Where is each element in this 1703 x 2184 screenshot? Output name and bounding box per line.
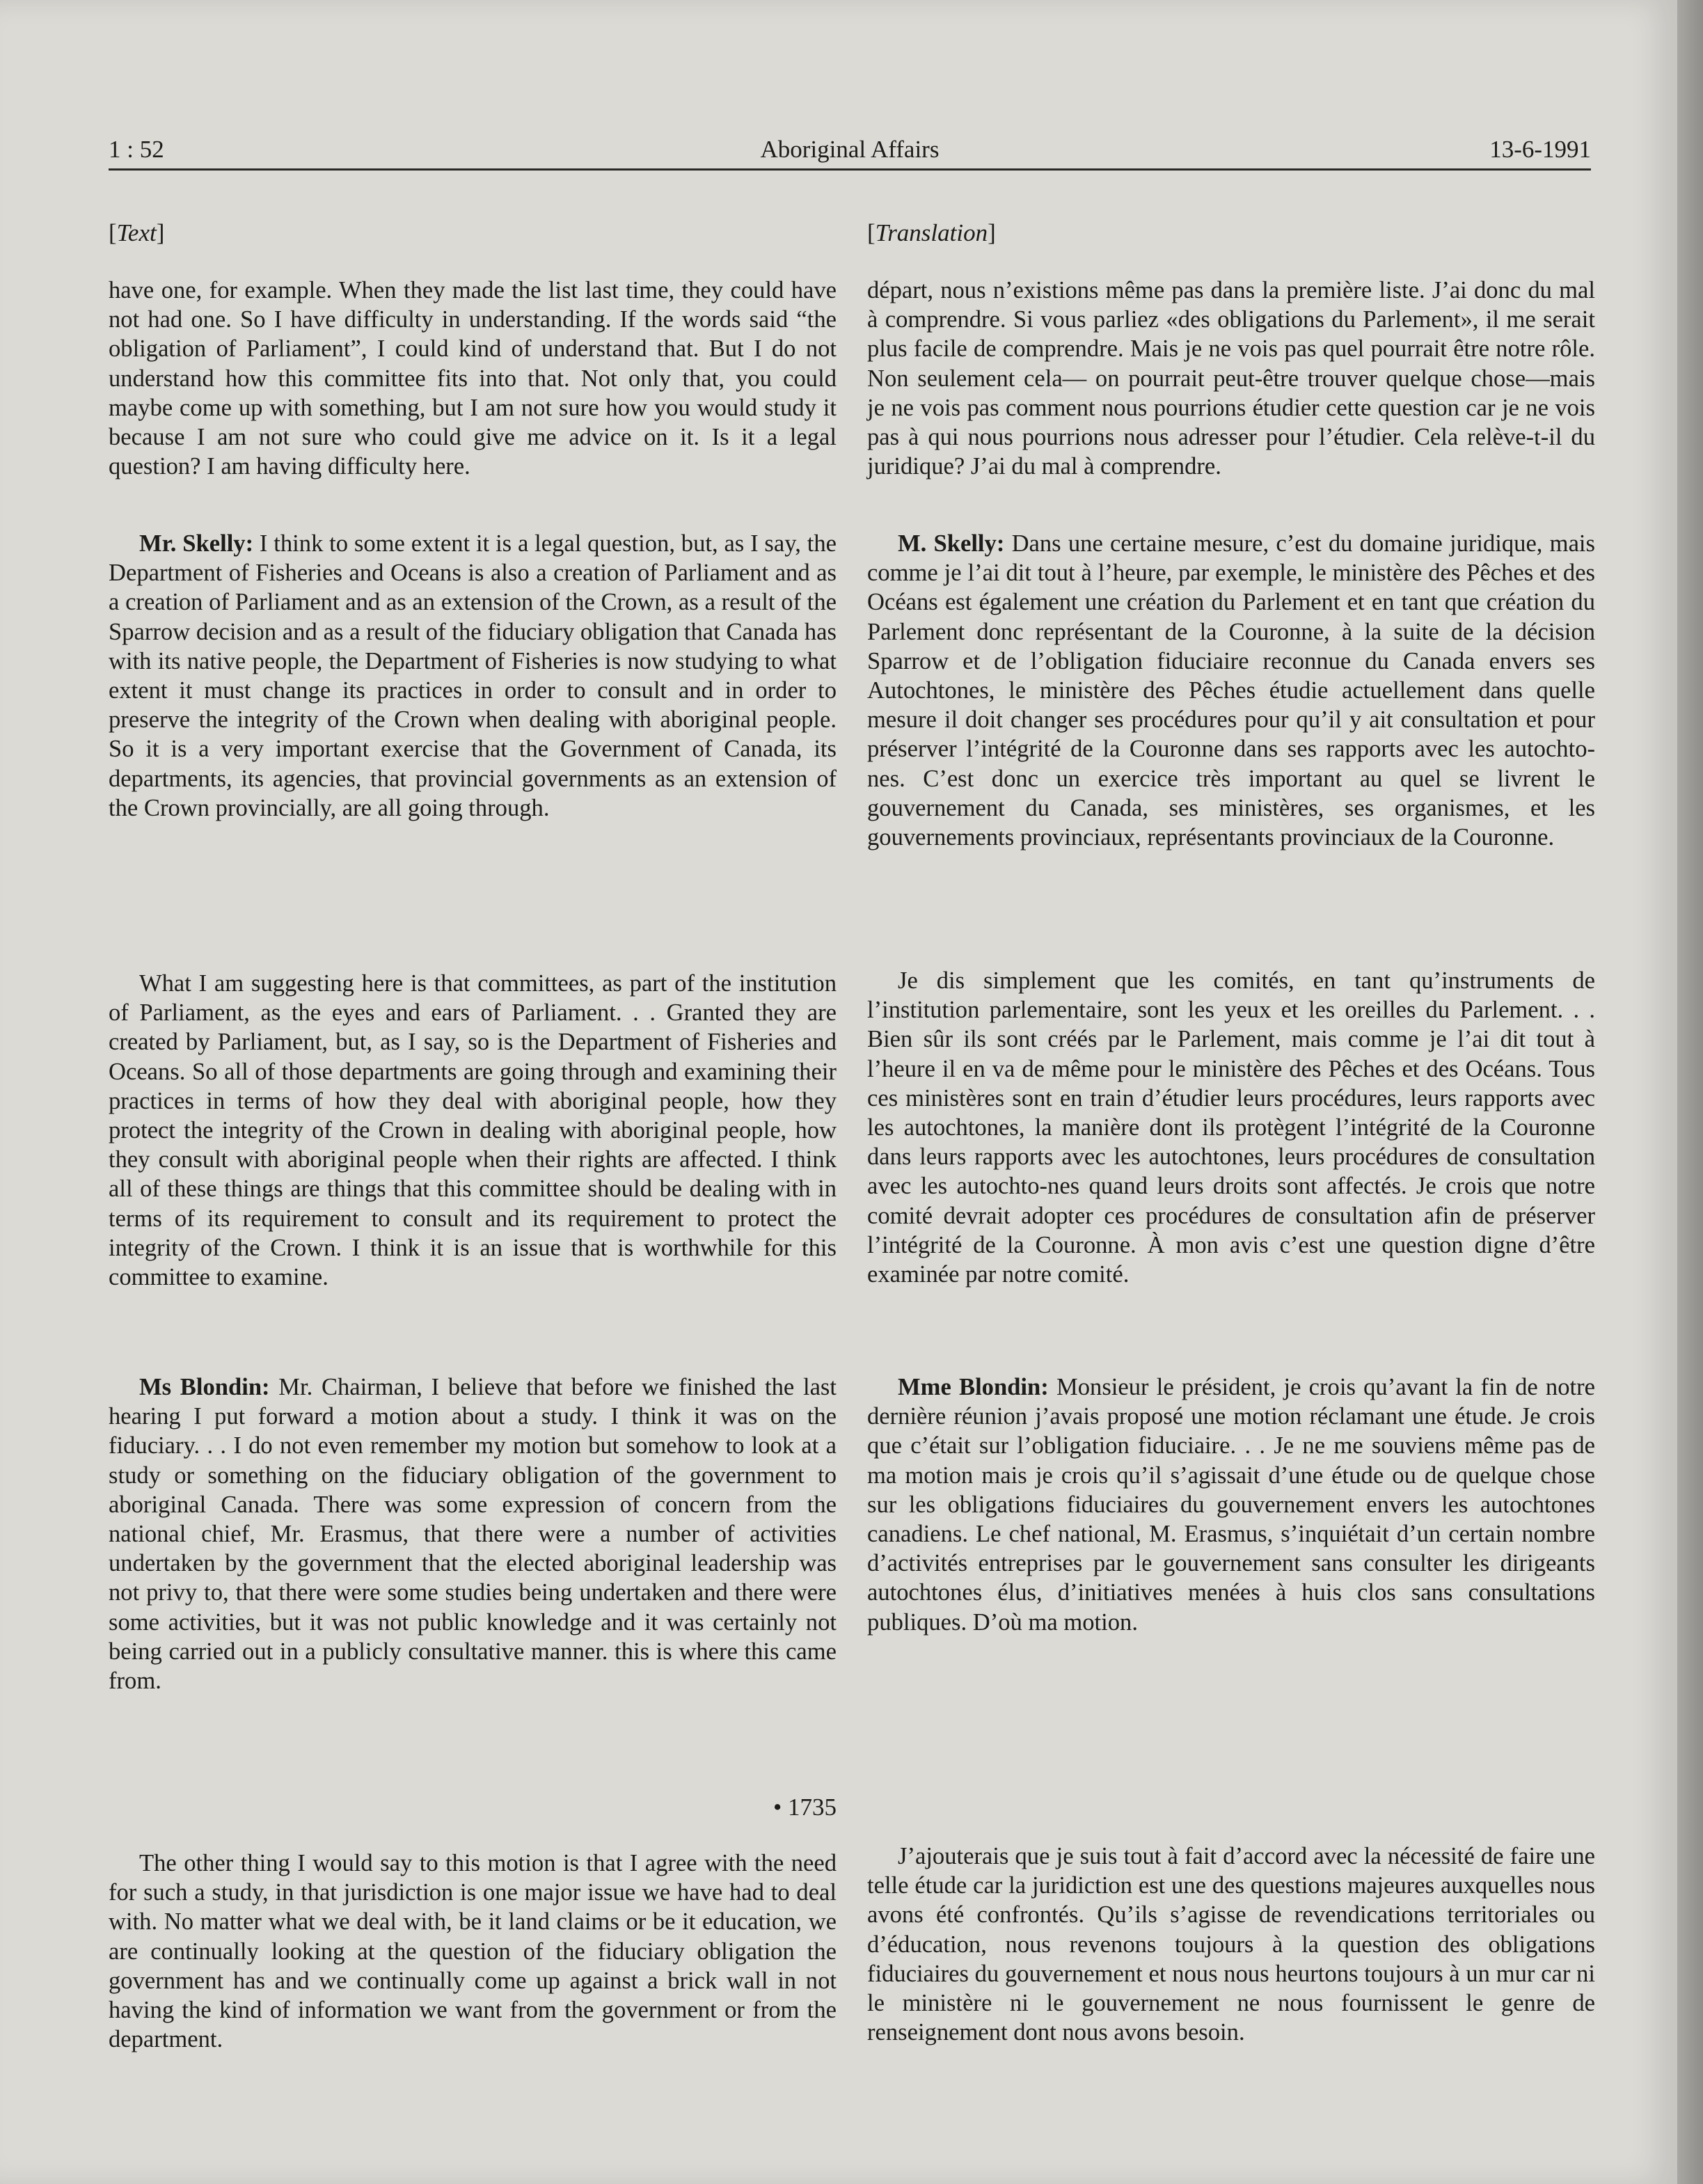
left-paragraph-1 <box>109 276 837 481</box>
left-column-label: [Text] <box>109 219 165 246</box>
speaker-skelly: Mr. Skelly: <box>139 530 254 557</box>
right-p5-text: J’ajouterais que je suis tout à fait d’accord avec la nécessité de faire une telle étude car la juridiction est une des questions majeures auxquelles nous avons été confrontés. Qu’ils s’agisse de revendications territoriales ou d’éducation, nous revenons toujours à la question des obligations fiduciaires du gouvernement et nous nous heurtons toujours à un mur car ni le ministère ni le gouvernement ne nous fournissent le genre de renseignement dont nous avons besoin. <box>867 1843 1595 2046</box>
right-paragraph-1 <box>867 276 1595 481</box>
speaker-blondin-fr: Mme Blondin: <box>898 1374 1049 1400</box>
right-p3-text: Je dis simplement que les comités, en tant qu’instruments de l’institution parlementaire, sont les yeux et les oreilles du Parlement. . . Bien sûr ils sont créés par le Parlement, mais comme je l’ai dit tout à l’heure il en va de même pour le ministère des Pêches et des Océans. Tous ces ministères sont en train d’étudier leurs procédures, leurs rapports avec les autochtones, la manière dont ils protègent l’intégrité de la Couronne dans leurs rapports avec les autochtones, leurs procédures de consultation avec les autochto-nes quand leurs droits sont affectés. Je crois que notre comité devrait adopter ces procédures de consultation afin de préserver l’intégrité de la Couronne. À mon avis c’est une question digne d’être examinée par notre comité. <box>867 967 1595 1288</box>
left-paragraph-3 <box>109 969 837 1292</box>
right-paragraph-4 <box>867 1372 1595 1637</box>
header-title: Aboriginal Affairs <box>760 136 940 163</box>
page-edge <box>1677 0 1703 2184</box>
left-p2-text: I think to some extent it is a legal question, but, as I say, the Department of Fisheries and Oceans is also a creation of Parliament and as a creation of Parliament and as an extension of the Crown, as a result of the Sparrow decision and as a result of the fiduciary obligation that Canada has with its native people, the Department of Fisheries is now studying to what extent it must change its practices in order to consult and in order to preserve the integrity of the Crown when dealing with aboriginal people. So it is a very important exercise that the Government of Canada, its departments, its agencies, that provincial governments as an extension of the Crown provincially, are all going through. <box>109 530 837 821</box>
right-paragraph-5 <box>867 1842 1595 2047</box>
left-p1-text: have one, for example. When they made the list last time, they could have not had one. So I have difficulty in understanding. If the words said “the obligation of Parliament”, I could kind of understand that. But I do not understand how this committee fits into that. Not only that, you could maybe come up with something, but I am not sure how you would study it because I am not sure who could give me advice on it. Is it a legal question? I am having difficulty here. <box>109 277 837 480</box>
right-p1-text: départ, nous n’existions même pas dans la première liste. J’ai donc du mal à comprendre. Si vous parliez «des obligations du Parlement», il me serait plus facile de comprendre. Mais je ne vois pas quel pourrait être notre rôle. Non seulement cela— on pourrait peut-être trouver quelque chose—mais je ne vois pas comment nous pourrions étudier cette question car je ne vois pas à qui nous pourrions nous adresser pour l’étudier. Cela relève-t-il du juridique? J’ai du mal à comprendre. <box>867 277 1595 480</box>
right-paragraph-2 <box>867 529 1595 852</box>
left-p4-text: Mr. Chairman, I believe that before we finished the last hearing I put forward a motion about a study. I think it was on the fiduciary. . . I do not even remember my motion but somehow to look at a study or something on the fiduciary obligation of the government to aboriginal Canada. There was some expression of concern from the national chief, Mr. Erasmus, that there were a number of activities undertaken by the government that the elected aboriginal leadership was not privy to, that there were some studies being undertaken and there were some activities, but it was not public knowledge and it was certainly not being carried out in a publicly consultative manner. this is where this came from. <box>109 1374 837 1695</box>
left-paragraph-4 <box>109 1372 837 1695</box>
right-p4-text: Monsieur le président, je crois qu’avant la fin de notre dernière réunion j’avais proposé une motion réclamant une étude. Je crois que c’était sur l’obligation fiduciaire. . . Je ne me souviens même pas de ma motion mais je crois qu’il s’agissait d’une étude ou de quelque chose sur les obligations fiduciaires du gouvernement envers les autochtones canadiens. Le chef national, M. Erasmus, s’inquiétait d’un certain nombre d’activités entreprises par le gouvernement sans consulter les dirigeants autochtones élus, d’initiatives menées à huis clos sans consultations publiques. D’où ma motion. <box>867 1374 1595 1636</box>
header-rule <box>109 168 1591 171</box>
left-paragraph-2 <box>109 529 837 823</box>
left-p5-text: The other thing I would say to this motion is that I agree with the need for such a study, in that jurisdiction is one major issue we have had to deal with. No matter what we deal with, be it land claims or be it education, we are continually looking at the question of the fiduciary obligation the government has and we continually come up against a brick wall in not having the kind of information we want from the government or from the department. <box>109 1850 837 2053</box>
header-date: 13-6-1991 <box>1489 136 1591 163</box>
right-column-label: [Translation] <box>867 219 996 246</box>
running-header <box>109 132 1591 167</box>
speaker-skelly-fr: M. Skelly: <box>898 530 1005 557</box>
speaker-blondin: Ms Blondin: <box>139 1374 270 1400</box>
right-p2-text: Dans une certaine mesure, c’est du domaine juridique, mais comme je l’ai dit tout à l’heure, par exemple, le ministère des Pêches et des Océans est également une création du Parlement et en tant que création du Parlement donc représentant de la Couronne, à la suite de la décision Sparrow et de l’obligation fiduciaire reconnue du Canada envers ses Autochtones, le ministère des Pêches étudie actuellement dans quelle mesure il doit changer ses procédures pour qu’il y ait consultation et pour préserver l’intégrité de la Couronne dans ses rapports avec les autochto-nes. C’est donc un exercice très important au quel se livrent le gouvernement du Canada, ses ministères, ses organismes, et les gouvernements provinciaux, représentants provinciaux de la Couronne. <box>867 530 1595 851</box>
right-paragraph-3 <box>867 966 1595 1289</box>
time-marker: • 1735 <box>773 1794 837 1821</box>
page-number: 1 : 52 <box>109 136 164 163</box>
left-p3-text: What I am suggesting here is that committees, as part of the institution of Parliament, as the eyes and ears of Parliament. . . Granted they are created by Parliament, but, as I say, so is the Department of Fisheries and Oceans. So all of those departments are going through and examining their practices in terms of how they deal with aboriginal people, how they protect the integrity of the Crown in dealing with aboriginal people, how they consult with aboriginal people when their rights are affected. I think all of these things are things that this committee should be dealing with in terms of its requirement to consult and its requirement to protect the integrity of the Crown. I think it is an issue that is worthwhile for this committee to examine. <box>109 970 837 1291</box>
left-paragraph-5 <box>109 1849 837 2054</box>
